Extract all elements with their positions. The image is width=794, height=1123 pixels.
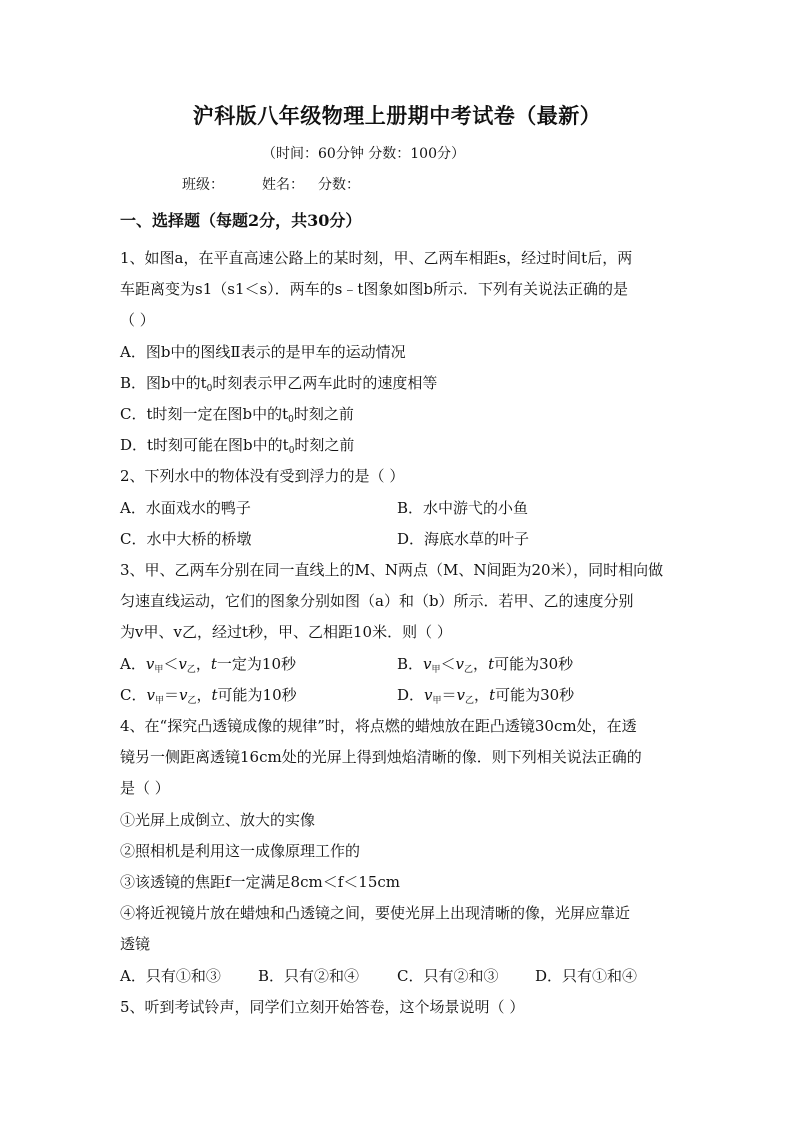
q1-stem-line2: 车距离变为s1（s1＜s）．两车的s﹣t图象如图b所示．下列有关说法正确的是 bbox=[120, 280, 629, 298]
q3-option-d-subscript1: 甲 bbox=[432, 696, 442, 706]
q2-option-c: C．水中大桥的桥墩 bbox=[120, 530, 252, 548]
q4-statement-3: ③该透镜的焦距f一定满足8cm＜f＜15cm bbox=[120, 873, 400, 891]
q3-option-d-label: D． bbox=[397, 686, 425, 704]
q3-option-d-time-var: t bbox=[489, 686, 496, 704]
q3-option-b-subscript1: 甲 bbox=[431, 665, 441, 675]
q3-option-b-velocity1: v bbox=[423, 655, 432, 673]
q3-option-c-label: C． bbox=[120, 686, 147, 704]
q3-option-d-subscript2: 乙 bbox=[465, 696, 475, 706]
q1-option-a: A．图b中的图线Ⅱ表示的是甲车的运动情况 bbox=[120, 343, 406, 361]
q4-statement-2: ②照相机是利用这一成像原理工作的 bbox=[120, 842, 361, 860]
q3-option-c-time-var: t bbox=[211, 686, 218, 704]
q3-option-c-subscript1: 甲 bbox=[154, 696, 164, 706]
q1-option-b-subscript: 0 bbox=[206, 384, 213, 394]
q4-option-b: B．只有②和④ bbox=[258, 967, 360, 985]
q3-option-d-text: 可能为30秒 bbox=[495, 686, 575, 704]
q4-stem-line2: 镜另一侧距离透镜16cm处的光屏上得到烛焰清晰的像．则下列相关说法正确的 bbox=[120, 748, 642, 766]
time-score-info: （时间：60分钟 分数：100分） bbox=[262, 146, 465, 162]
q4-statement-1: ①光屏上成倒立、放大的实像 bbox=[120, 811, 316, 829]
q3-option-b-label: B． bbox=[397, 655, 424, 673]
q2-option-d: D．海底水草的叶子 bbox=[397, 530, 530, 548]
q3-option-b-time-var: t bbox=[488, 655, 495, 673]
q3-option-b-operator: ＜ bbox=[440, 655, 456, 673]
q4-option-a: A．只有①和③ bbox=[120, 967, 221, 985]
q1-option-b-text: B．图b中的t bbox=[120, 374, 207, 392]
class-label: 班级： bbox=[182, 177, 224, 193]
q1-option-c-text: C．t时刻一定在图b中的t bbox=[120, 405, 289, 423]
q3-option-a-subscript1: 甲 bbox=[154, 665, 164, 675]
q3-option-d-velocity1: v bbox=[424, 686, 433, 704]
q1-option-d-text-end: 时刻之前 bbox=[294, 436, 355, 454]
q1-option-d-text: D．t时刻可能在图b中的t bbox=[120, 436, 289, 454]
q1-option-d-subscript: 0 bbox=[288, 446, 295, 456]
q3-option-b-text: 可能为30秒 bbox=[494, 655, 574, 673]
q3-option-c-operator: ＝ bbox=[163, 686, 179, 704]
q3-option-b bbox=[397, 654, 573, 677]
q3-option-b-velocity2: v bbox=[455, 655, 465, 673]
score-label: 分数： bbox=[318, 177, 360, 193]
q5-stem: 5、听到考试铃声，同学们立刻开始答卷，这个场景说明（ ） bbox=[120, 998, 525, 1016]
q3-option-a-text: 一定为10秒 bbox=[216, 655, 296, 673]
q3-option-d-comma: ， bbox=[474, 686, 490, 704]
q3-option-c-comma: ， bbox=[196, 686, 212, 704]
q2-stem: 2、下列水中的物体没有受到浮力的是（ ） bbox=[120, 467, 405, 485]
q3-stem-line1: 3、甲、乙两车分别在同一直线上的M、N两点（M、N间距为20米），同时相向做 bbox=[120, 561, 664, 579]
section-heading: 一、选择题（每题2分，共30分） bbox=[120, 211, 362, 230]
page-title: 沪科版八年级物理上册期中考试卷（最新） bbox=[192, 103, 602, 128]
q3-option-c-velocity2: v bbox=[179, 686, 188, 704]
q3-option-a-time-var: t bbox=[210, 655, 217, 673]
name-label: 姓名： bbox=[262, 177, 304, 193]
q1-option-c-text-end: 时刻之前 bbox=[293, 405, 354, 423]
q1-option-b-text-end: 时刻表示甲乙两车此时的速度相等 bbox=[212, 374, 438, 392]
q1-option-c-subscript: 0 bbox=[288, 415, 294, 425]
q3-option-c-text: 可能为10秒 bbox=[217, 686, 297, 704]
q3-option-b-comma: ， bbox=[473, 655, 489, 673]
q3-stem-line2: 匀速直线运动，它们的图象分别如图（a）和（b）所示．若甲、乙的速度分别 bbox=[120, 592, 634, 610]
q3-option-c-subscript2: 乙 bbox=[187, 696, 197, 706]
q3-option-a-comma: ， bbox=[195, 655, 211, 673]
q3-option-a-velocity1: v bbox=[145, 655, 155, 673]
q1-stem-line1: 1、如图a，在平直高速公路上的某时刻，甲、乙两车相距s，经过时间t后，两 bbox=[120, 249, 633, 267]
q2-option-a: A．水面戏水的鸭子 bbox=[120, 499, 251, 517]
q3-option-a-subscript2: 乙 bbox=[186, 665, 196, 675]
q1-option-b bbox=[120, 373, 437, 396]
q3-option-a-velocity2: v bbox=[178, 655, 187, 673]
q3-option-a bbox=[120, 654, 296, 677]
q3-option-d-operator: ＝ bbox=[441, 686, 457, 704]
q3-option-d bbox=[397, 685, 574, 708]
q3-option-d-velocity2: v bbox=[456, 686, 466, 704]
q3-option-c-velocity1: v bbox=[146, 686, 155, 704]
q4-statement-4-line1: ④将近视镜片放在蜡烛和凸透镜之间，要使光屏上出现清晰的像，光屏应靠近 bbox=[120, 904, 631, 922]
q1-option-c bbox=[120, 404, 354, 427]
q3-option-a-label: A． bbox=[120, 655, 146, 673]
q4-option-c: C．只有②和③ bbox=[397, 967, 499, 985]
q3-option-c bbox=[120, 685, 297, 708]
q3-option-a-operator: ＜ bbox=[163, 655, 179, 673]
q2-option-b: B．水中游弋的小鱼 bbox=[397, 499, 529, 517]
q1-stem-line3: （ ） bbox=[120, 311, 155, 329]
q4-stem-line1: 4、在“探究凸透镜成像的规律”时，将点燃的蜡烛放在距凸透镜30cm处，在透 bbox=[120, 717, 637, 735]
q3-stem-line3: 为v甲、v乙，经过t秒，甲、乙相距10米．则（ ） bbox=[120, 623, 452, 641]
q4-option-d: D．只有①和④ bbox=[535, 967, 638, 985]
q3-option-b-subscript2: 乙 bbox=[464, 665, 474, 675]
q4-statement-4-line2: 透镜 bbox=[120, 935, 151, 953]
q4-stem-line3: 是（ ） bbox=[120, 779, 170, 797]
q1-option-d bbox=[120, 435, 354, 458]
